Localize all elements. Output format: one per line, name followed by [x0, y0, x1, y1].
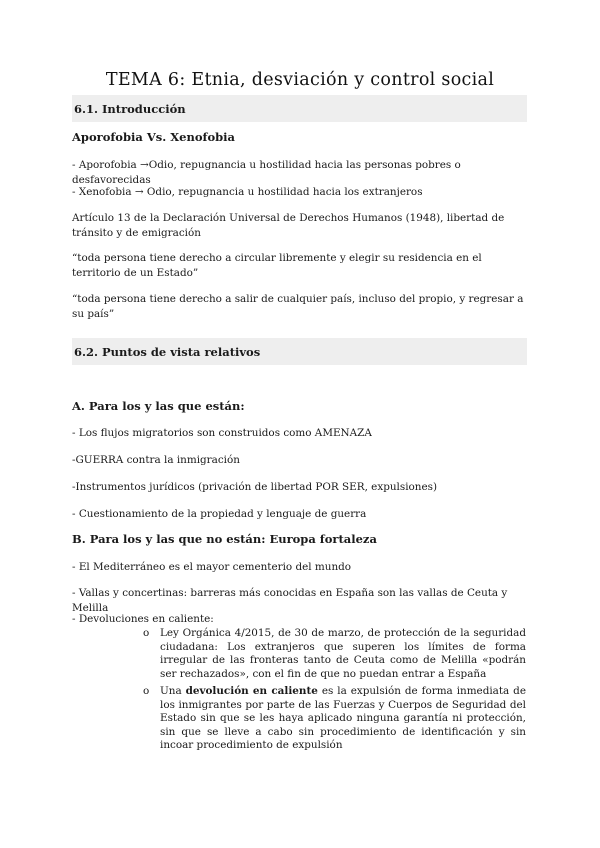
- list-item: - Vallas y concertinas: barreras más conocidas en España son las vallas de Ceuta y Melilla: [72, 587, 508, 614]
- list-item: - El Mediterráneo es el mayor cementerio del mundo: [72, 561, 352, 573]
- bullet-circle-icon: o: [143, 685, 150, 697]
- subheading-aporofobia-xenofobia: Aporofobia Vs. Xenofobia: [72, 130, 235, 144]
- article-13-paragraph: Artículo 13 de la Declaración Universal de Derechos Humanos (1948), libertad de tránsito y de emigración: [72, 212, 505, 239]
- arrow-right-icon: →: [134, 186, 144, 198]
- list-item: - Los flujos migratorios son construidos como AMENAZA: [72, 427, 372, 439]
- section-heading-introduccion: [72, 95, 527, 122]
- subheading-b: B. Para los y las que no están: Europa fortaleza: [72, 532, 377, 546]
- list-item: - Cuestionamiento de la propiedad y lenguaje de guerra: [72, 508, 367, 520]
- definition-aporofobia: - Aporofobia →Odio, repugnancia u hostilidad hacia las personas pobres o desfavorecidas: [72, 159, 461, 186]
- list-item: -GUERRA contra la inmigración: [72, 454, 240, 466]
- subheading-a: A. Para los y las que están:: [72, 399, 245, 413]
- list-item: -Instrumentos jurídicos (privación de libertad POR SER, expulsiones): [72, 481, 438, 493]
- arrow-right-icon: →: [140, 159, 149, 171]
- definition-xenofobia: - Xenofobia → Odio, repugnancia u hostilidad hacia los extranjeros: [72, 186, 423, 198]
- sub-list-item-devolucion: Una devolución en caliente es la expulsión de forma inmediata de los inmigrantes por parte de las Fuerzas y Cuerpos de Seguridad del Estado sin que se les haya aplicado ninguna garantía ni protección, sin que se lleve a cabo sin procedimiento de identificación y sin incoar procedimiento de expulsión: [160, 685, 526, 751]
- page-title: TEMA 6: Etnia, desviación y control social: [105, 70, 495, 90]
- quote-salir: “toda persona tiene derecho a salir de cualquier país, incluso del propio, y regresar a su país”: [72, 293, 524, 320]
- sub-list-item-ley-organica: Ley Orgánica 4/2015, de 30 de marzo, de protección de la seguridad ciudadana: Los extranjeros que superen los límites de forma irregular de las fronteras tanto de Ceuta como de Melilla «podrán ser rechazados», con el fin de que no puedan entrar a España: [160, 627, 526, 680]
- quote-circular: “toda persona tiene derecho a circular libremente y elegir su residencia en el territorio de un Estado”: [72, 252, 482, 279]
- section-heading-text: 6.2. Puntos de vista relativos: [74, 345, 261, 359]
- section-heading-text: 6.1. Introducción: [74, 102, 186, 116]
- bullet-circle-icon: o: [143, 627, 150, 639]
- section-heading-puntos-de-vista: [72, 338, 527, 365]
- list-item: - Devoluciones en caliente:: [72, 613, 214, 625]
